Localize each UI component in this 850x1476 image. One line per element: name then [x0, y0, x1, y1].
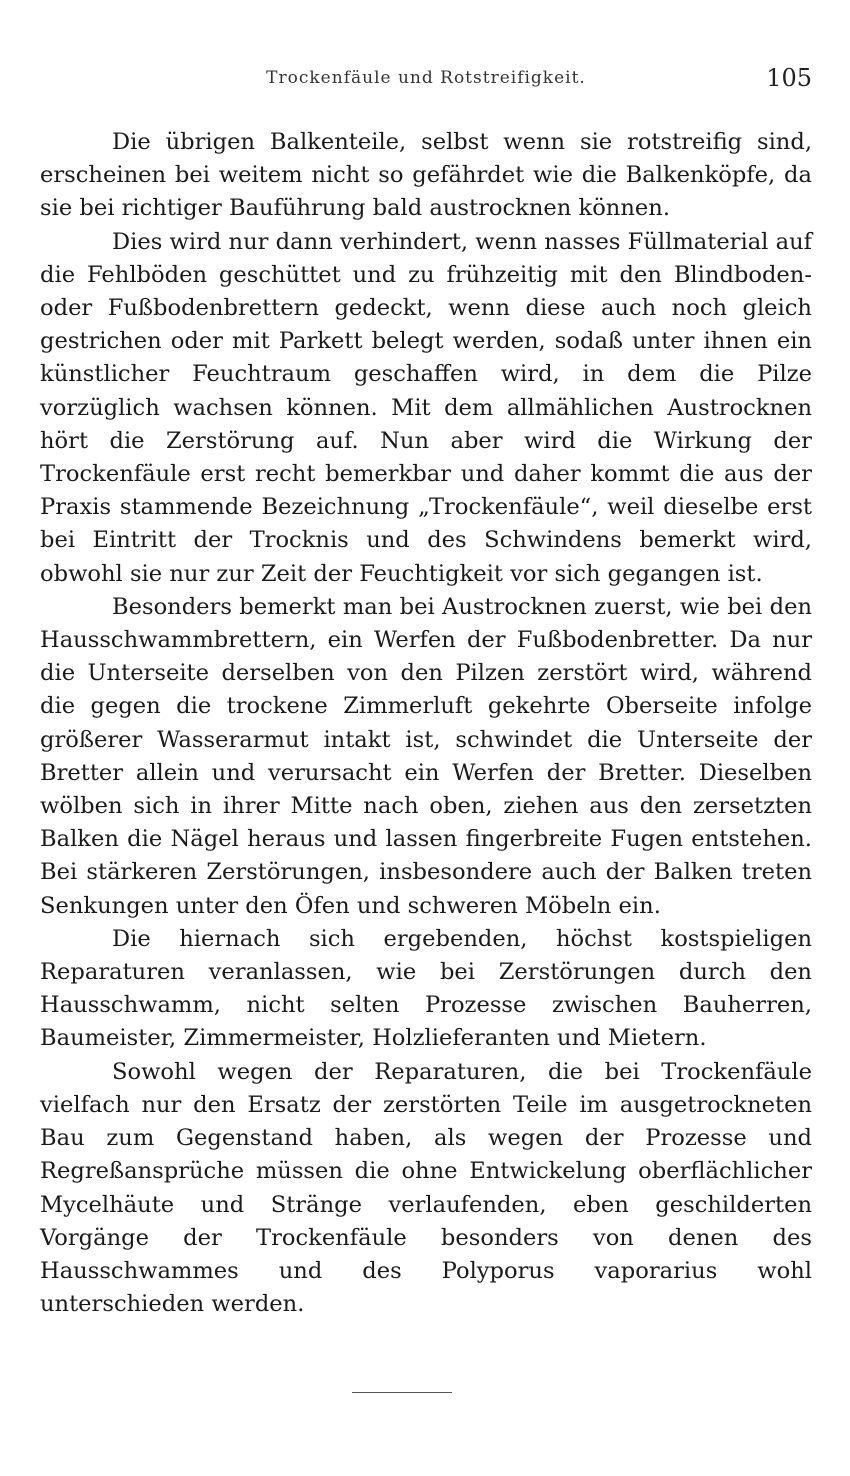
section-divider — [352, 1392, 452, 1393]
running-title: Trockenfäule und Rotstreifigkeit. — [266, 68, 586, 88]
paragraph-5: Sowohl wegen der Reparaturen, die bei Trockenfäule vielfach nur den Ersatz der zerstörten Teile im ausgetrockneten Bau zum Gegenstand haben, als wegen der Prozesse und Regreßansprüche müssen die ohne Entwickelung oberflächlicher Mycelhäute und Stränge verlaufenden, eben geschilderten Vorgänge der Trockenfäule besonders von denen des Hausschwammes und des Polyporus vaporarius wohl unterschieden werden. — [40, 1058, 812, 1318]
running-header — [40, 64, 812, 98]
paragraph-3: Besonders bemerkt man bei Austrocknen zuerst, wie bei den Hausschwammbrettern, ein Werfen der Fußbodenbretter. Da nur die Unterseite derselben von den Pilzen zerstört wird, während die gegen die trockene Zimmerluft gekehrte Oberseite infolge größerer Wasserarmut intakt ist, schwindet die Unterseite der Bretter allein und verursacht ein Werfen der Bretter. Dieselben wölben sich in ihrer Mitte nach oben, ziehen aus den zersetzten Balken die Nägel heraus und lassen fingerbreite Fugen entstehen. Bei stärkeren Zerstörungen, insbesondere auch der Balken treten Senkungen unter den Öfen und schweren Möbeln ein. — [40, 593, 812, 919]
paragraph-2: Dies wird nur dann verhindert, wenn nasses Füllmaterial auf die Fehlböden geschüttet und zu frühzeitig mit den Blindboden- oder Fußbodenbrettern gedeckt, wenn diese auch noch gleich gestrichen oder mit Parkett belegt werden, sodaß unter ihnen ein künstlicher Feuchtraum geschaffen wird, in dem die Pilze vorzüglich wachsen können. Mit dem allmählichen Austrocknen hört die Zerstörung auf. Nun aber wird die Wirkung der Trockenfäule erst recht bemerkbar und daher kommt die aus der Praxis stammende Bezeichnung „Trockenfäule“, weil dieselbe erst bei Eintritt der Trocknis und des Schwindens bemerkt wird, obwohl sie nur zur Zeit der Feuchtigkeit vor sich gegangen ist. — [40, 228, 812, 587]
paragraph-1: Die übrigen Balkenteile, selbst wenn sie rotstreifig sind, erscheinen bei weitem nicht so gefährdet wie die Balkenköpfe, da sie bei richtiger Bauführung bald austrocknen können. — [40, 129, 812, 222]
body-text — [40, 126, 812, 1321]
paragraph-4: Die hiernach sich ergebenden, höchst kostspieligen Reparaturen veranlassen, wie bei Zerstörungen durch den Hausschwamm, nicht selten Prozesse zwischen Bauherren, Baumeister, Zimmermeister, Holzlieferanten und Mietern. — [40, 925, 812, 1052]
page-number: 105 — [766, 64, 812, 92]
